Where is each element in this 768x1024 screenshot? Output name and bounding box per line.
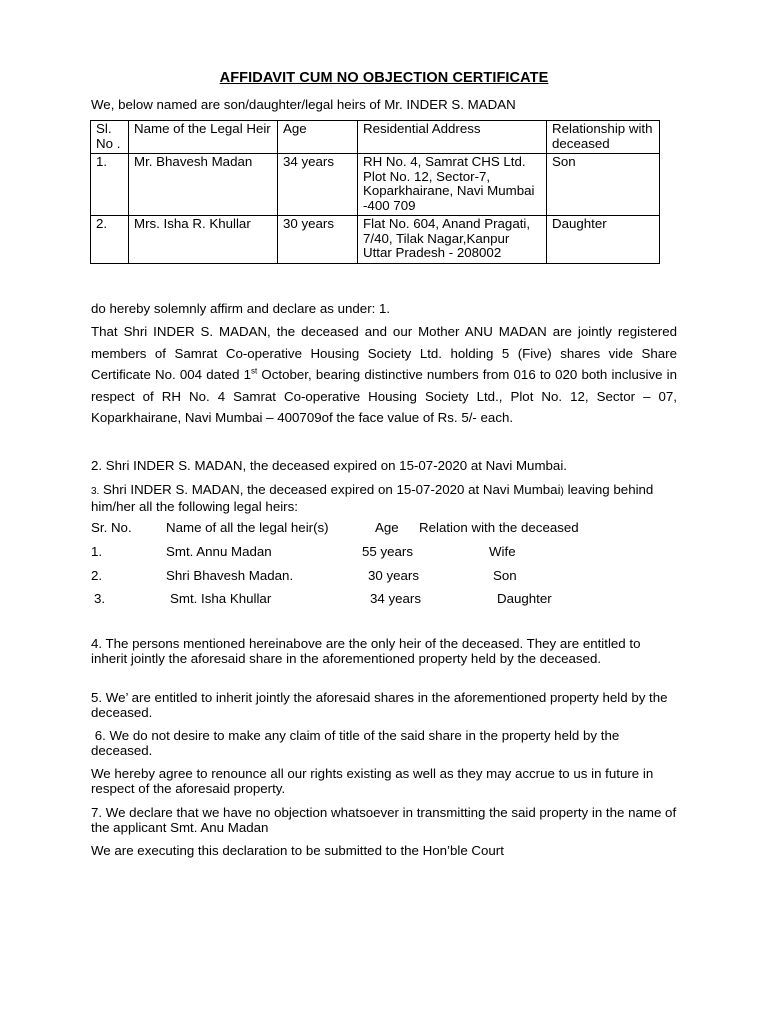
paragraph-4: 4. The persons mentioned hereinabove are the only heir of the deceased. They are entitled to inherit jointly the aforesaid share in the aforementioned property held by the deceased. <box>91 636 641 666</box>
affirm-line: do hereby solemnly affirm and declare as under: 1. <box>91 301 391 316</box>
table-cell: 1. <box>91 154 129 216</box>
table-cell: RH No. 4, Samrat CHS Ltd. Plot No. 12, Sector-7, Koparkhairane, Navi Mumbai -400 709 <box>358 154 547 216</box>
paragraph-2: 2. Shri INDER S. MADAN, the deceased expired on 15-07-2020 at Navi Mumbai. <box>91 458 567 473</box>
list-item-number: 3. <box>94 591 106 606</box>
table-row <box>91 216 660 264</box>
list-item-relation: Son <box>493 568 517 583</box>
header-cell: Name of the Legal Heir <box>129 121 278 154</box>
ordinal-superscript: st <box>251 366 258 376</box>
table-cell: Mrs. Isha R. Khullar <box>129 216 278 264</box>
list-item-age: 30 years <box>368 568 419 583</box>
paragraph-3-paren: ) <box>560 486 564 497</box>
paragraph-5: 5. We’ are entitled to inherit jointly the aforesaid shares in the aforementioned property held by the deceased. <box>91 690 668 720</box>
heir-list-header-srno: Sr. No. <box>91 520 132 535</box>
table-cell: 30 years <box>278 216 358 264</box>
header-cell: Sl. No . <box>91 121 129 154</box>
table-header-row <box>91 121 660 154</box>
list-item-number: 2. <box>91 568 103 583</box>
heir-list-header-relation: Relation with the deceased <box>419 520 579 535</box>
document-title: AFFIDAVIT CUM NO OBJECTION CERTIFICATE <box>219 70 549 86</box>
list-item-age: 55 years <box>362 544 413 559</box>
paragraph-1 <box>91 321 677 429</box>
paragraph-3-number: 3. <box>91 486 100 497</box>
header-cell: Residential Address <box>358 121 547 154</box>
list-item-relation: Wife <box>489 544 516 559</box>
table-cell: Flat No. 604, Anand Pragati, 7/40, Tilak Nagar,Kanpur Uttar Pradesh - 208002 <box>358 216 547 264</box>
list-item-age: 34 years <box>370 591 421 606</box>
paragraph-1-text-a: That Shri INDER S. MADAN, the deceased and our Mother ANU MADAN are jointly registered members of Samrat Co-operative Housing Society Ltd. holding 5 (Five) shares vide Share Certificate No. 004 dated 1 <box>91 324 677 382</box>
legal-heir-table <box>90 120 660 264</box>
paragraph-1-text-b: October, bearing distinctive numbers from 016 to 020 both inclusive in respect of RH No. 4 Samrat Co-operative Housing Society Ltd., Plot No. 12, Sector – 07, Koparkhairane, Navi Mumbai – 400709of the face value of Rs. 5/- each. <box>91 367 677 425</box>
paragraph-3-text-b: leaving behind him/her all the following legal heirs: <box>91 482 654 514</box>
paragraph-6: 6. We do not desire to make any claim of title of the said share in the property held by the deceased. <box>91 728 623 758</box>
paragraph-3 <box>91 482 681 514</box>
heir-list-header-age: Age <box>375 520 399 535</box>
closing-line: We are executing this declaration to be submitted to the Hon’ble Court <box>91 843 504 858</box>
table-cell: Mr. Bhavesh Madan <box>129 154 278 216</box>
paragraph-3-text-a: Shri INDER S. MADAN, the deceased expired on 15-07-2020 at Navi Mumbai <box>99 482 561 497</box>
paragraph-7: 7. We declare that we have no objection whatsoever in transmitting the said property in the name of the applicant Smt. Anu Madan <box>91 805 677 835</box>
table-row <box>91 154 660 216</box>
list-item-name: Shri Bhavesh Madan. <box>166 568 294 583</box>
header-cell: Relationship with deceased <box>547 121 660 154</box>
table-cell: 34 years <box>278 154 358 216</box>
table-cell: Son <box>547 154 660 216</box>
header-cell: Age <box>278 121 358 154</box>
list-item-relation: Daughter <box>497 591 552 606</box>
paragraph-renounce: We hereby agree to renounce all our rights existing as well as they may accrue to us in future in respect of the aforesaid property. <box>91 766 654 796</box>
heir-list-header-name: Name of all the legal heir(s) <box>166 520 329 535</box>
list-item-number: 1. <box>91 544 103 559</box>
list-item-name: Smt. Isha Khullar <box>170 591 272 606</box>
list-item-name: Smt. Annu Madan <box>166 544 272 559</box>
table-cell: 2. <box>91 216 129 264</box>
table-cell: Daughter <box>547 216 660 264</box>
intro-line: We, below named are son/daughter/legal heirs of Mr. INDER S. MADAN <box>91 97 516 112</box>
